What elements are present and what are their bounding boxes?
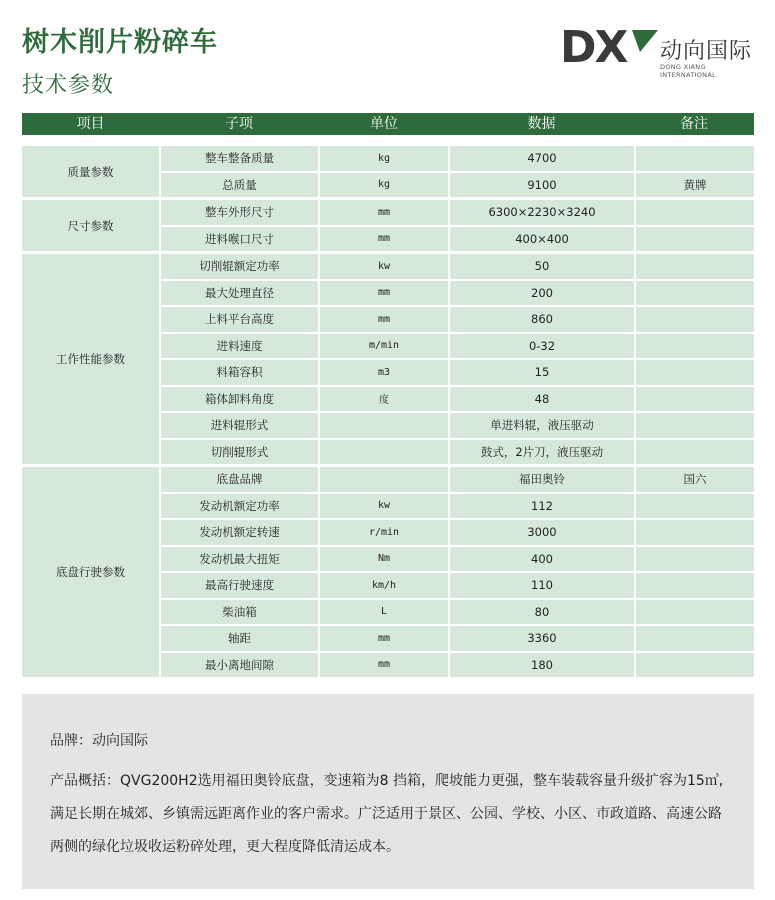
row-note (636, 653, 754, 678)
row-unit (320, 440, 448, 465)
row-value: 48 (450, 387, 634, 412)
row-note (636, 281, 754, 306)
row-note (636, 146, 754, 171)
row-note (636, 573, 754, 598)
row-subitem: 最小离地间隙 (161, 653, 318, 678)
row-unit: r/min (320, 520, 448, 545)
row-subitem: 最高行驶速度 (161, 573, 318, 598)
row-note (636, 413, 754, 438)
row-subitem: 发动机额定功率 (161, 494, 318, 519)
row-value: 860 (450, 307, 634, 332)
logo-triangle-icon (632, 30, 658, 52)
row-value: 112 (450, 494, 634, 519)
row-value: 80 (450, 600, 634, 625)
col-header-category: 项目 (76, 116, 105, 132)
row-value: 鼓式，2片刀，液压驱动 (450, 440, 634, 465)
logo-cn: 动向国际 (660, 39, 753, 64)
row-note (636, 200, 754, 225)
row-note (636, 440, 754, 465)
row-subitem: 整车整备质量 (161, 146, 318, 171)
row-note (636, 334, 754, 359)
row-value: 3360 (450, 626, 634, 651)
row-unit (320, 467, 448, 492)
row-unit: mm (320, 626, 448, 651)
row-value: 4700 (450, 146, 634, 171)
row-subitem: 发动机额定转速 (161, 520, 318, 545)
row-value: 3000 (450, 520, 634, 545)
row-unit: kg (320, 173, 448, 198)
row-unit: mm (320, 281, 448, 306)
row-subitem: 料箱容积 (161, 360, 318, 385)
spec-table (22, 146, 754, 680)
row-value: 110 (450, 573, 634, 598)
row-subitem: 柴油箱 (161, 600, 318, 625)
row-subitem: 最大处理直径 (161, 281, 318, 306)
row-note (636, 600, 754, 625)
row-unit: kw (320, 494, 448, 519)
row-unit: km/h (320, 573, 448, 598)
row-value: 9100 (450, 173, 634, 198)
logo-letters: DX (560, 22, 627, 73)
row-unit: mm (320, 307, 448, 332)
table-header (22, 113, 754, 135)
row-subitem: 切削辊额定功率 (161, 254, 318, 279)
row-value: 180 (450, 653, 634, 678)
row-value: 单进料辊，液压驱动 (450, 413, 634, 438)
row-note (636, 387, 754, 412)
row-subitem: 整车外形尺寸 (161, 200, 318, 225)
row-subitem: 总质量 (161, 173, 318, 198)
row-unit: m/min (320, 334, 448, 359)
row-unit: L (320, 600, 448, 625)
row-subitem: 轴距 (161, 626, 318, 651)
row-unit: Nm (320, 547, 448, 572)
row-note (636, 626, 754, 651)
row-value: 400×400 (450, 227, 634, 252)
row-unit (320, 413, 448, 438)
row-note (636, 494, 754, 519)
row-value: 400 (450, 547, 634, 572)
row-subitem: 进料喉口尺寸 (161, 227, 318, 252)
row-note (636, 520, 754, 545)
group-label: 底盘行驶参数 (22, 467, 159, 677)
brand-line: 品牌：动向国际 (50, 733, 148, 749)
col-header-unit: 单位 (370, 116, 398, 132)
row-note: 国六 (636, 467, 754, 492)
page-title: 树木削片粉碎车 (22, 27, 218, 58)
row-note (636, 227, 754, 252)
row-unit: kg (320, 146, 448, 171)
row-subitem: 发动机最大扭矩 (161, 547, 318, 572)
row-note (636, 360, 754, 385)
row-unit: mm (320, 227, 448, 252)
col-header-note: 备注 (680, 116, 708, 132)
row-value: 200 (450, 281, 634, 306)
row-note (636, 307, 754, 332)
row-note (636, 254, 754, 279)
row-subitem: 切削辊形式 (161, 440, 318, 465)
brand-logo (560, 22, 760, 79)
row-value: 15 (450, 360, 634, 385)
row-unit: 度 (320, 387, 448, 412)
product-overview: 产品概括：QVG200H2选用福田奥铃底盘，变速箱为8 挡箱，爬坡能力更强，整车装载容量升级扩容为15㎥,满足长期在城郊、乡镇需远距离作业的客户需求。广泛适用于景区、公园、学校、小区、市政道路、高速公路两侧的绿化垃圾收运粉碎处理，更大程度降低清运成本。 (50, 773, 724, 855)
col-header-data: 数据 (527, 116, 556, 132)
group-label: 质量参数 (22, 146, 159, 197)
row-value: 6300×2230×3240 (450, 200, 634, 225)
row-unit: mm (320, 200, 448, 225)
group-label: 尺寸参数 (22, 200, 159, 251)
row-unit: mm (320, 653, 448, 678)
row-unit: kw (320, 254, 448, 279)
description-panel (22, 694, 754, 889)
row-value: 福田奥铃 (450, 467, 634, 492)
logo-en: DONG XIANG INTERNATIONAL (660, 63, 717, 79)
row-subitem: 进料速度 (161, 334, 318, 359)
page-subtitle: 技术参数 (22, 73, 115, 98)
row-subitem: 箱体卸料角度 (161, 387, 318, 412)
row-note (636, 547, 754, 572)
row-value: 50 (450, 254, 634, 279)
group-label: 工作性能参数 (22, 254, 159, 464)
row-subitem: 底盘品牌 (161, 467, 318, 492)
row-unit: m3 (320, 360, 448, 385)
row-subitem: 上料平台高度 (161, 307, 318, 332)
row-value: 0-32 (450, 334, 634, 359)
col-header-subitem: 子项 (225, 116, 253, 132)
row-note: 黄牌 (636, 173, 754, 198)
row-subitem: 进料辊形式 (161, 413, 318, 438)
